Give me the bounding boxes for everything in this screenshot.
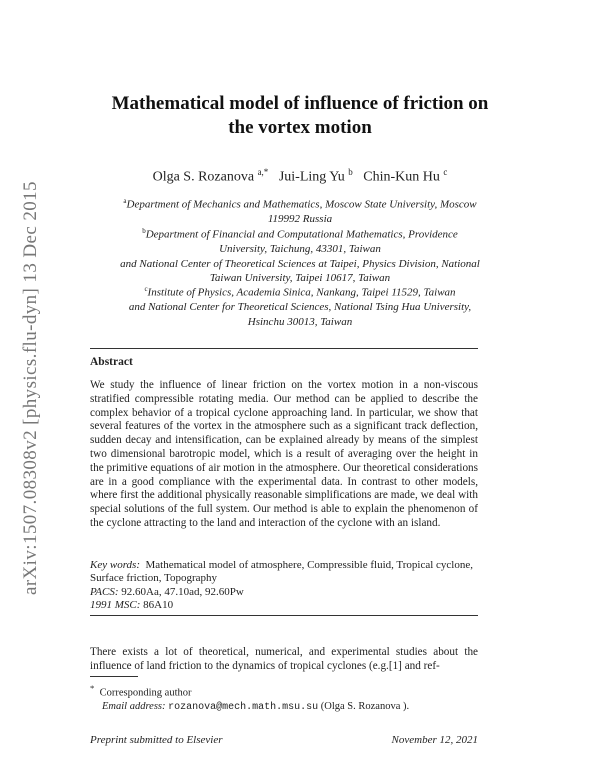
affiliation-a [80,194,520,227]
affil-line: and National Center of Theoretical Sciences at Taipei, Physics Division, National [120,257,480,270]
pacs-text: 92.60Aa, 47.10ad, 92.60Pw [121,585,244,598]
footer-preprint: Preprint submitted to Elsevier [90,734,223,746]
footnote-text: Corresponding author [99,687,192,699]
affil-line: Department of Financial and Computational Mathematics, Providence [145,228,458,241]
affiliation-b [80,224,520,286]
affil-line: and National Center for Theoretical Sciences, National Tsing Hua University, [128,301,472,314]
affil-line: Hsinchu 30013, Taiwan [247,315,353,328]
affil-mark: a [123,197,127,205]
footnote-rule [90,676,138,677]
author-affil-mark: b [348,167,353,177]
msc-label: 1991 MSC: [90,598,141,611]
email-label: Email address: [102,701,166,712]
title-line-2: the vortex motion [228,117,372,138]
email-address[interactable]: rozanova@mech.math.msu.su [168,702,319,713]
keywords-block [90,559,478,612]
abstract-top-rule [90,348,478,349]
author-affil-mark: a,* [257,167,269,177]
paper-title [60,92,540,140]
footnote [90,682,409,715]
email-name: (Olga S. Rozanova ). [320,701,410,712]
author-affil-mark: c [443,167,448,177]
abstract-body: We study the influence of linear friction on the vortex motion in a non-viscous stratified compressible rotating media. Our method can be applied to describe the complex behavior of a tropical cyclone approaching land. In particular, we show that several features of the vortex in the atmosphere such as a significant track deflection, sudden decay and intensification, can be explained already by means of the simplest two dimensional barotropic model, which is a result of averaging over the height in the primitive equations of air motion in the atmosphere. Our theoretical considerations are in a good compliance with the experimental data. In contrast to other models, where first the additional physically reasonable simplifications are made, we deal with special solutions of the full system. Our method is able to explain the phenomenon of the cyclone attracting to the land and interaction of the cyclone with an island. [90,379,478,529]
abstract-bottom-rule [90,615,478,616]
msc-text: 86A10 [143,598,174,611]
affil-line: Institute of Physics, Academia Sinica, Nankang, Taipei 11529, Taiwan [147,286,456,299]
affiliation-c [80,282,520,329]
author-name: Jui-Ling Yu [278,169,345,185]
abstract-heading: Abstract [90,356,133,368]
keywords-text: Mathematical model of atmosphere, Compressible fluid, Tropical cyclone, Surface friction, Topography [90,559,473,585]
author-name: Chin-Kun Hu [363,169,440,185]
keywords-label: Key words: [90,559,141,571]
affil-mark: b [142,227,146,235]
affil-line: Department of Mechanics and Mathematics, Moscow State University, Moscow [126,198,477,211]
title-line-1: Mathematical model of influence of friction on [111,93,489,114]
affil-mark: c [144,285,148,293]
arxiv-stamp-text: arXiv:1507.08308v2 [physics.flu-dyn] 13 Dec 2015 [20,181,41,595]
affil-line: University, Taichung, 43301, Taiwan [219,243,381,256]
author-list [60,167,540,186]
intro-paragraph: There exists a lot of theoretical, numerical, and experimental studies about the influence of land friction to the dynamics of tropical cyclones (e.g.[1] and ref- [90,646,478,672]
footer-date: November 12, 2021 [391,734,478,746]
author-name: Olga S. Rozanova [152,169,255,185]
affil-line: Taiwan University, Taipei 10617, Taiwan [209,272,391,285]
affil-line: 119992 Russia [267,213,333,226]
footnote-mark: * [90,683,95,693]
pacs-label: PACS: [90,585,119,598]
